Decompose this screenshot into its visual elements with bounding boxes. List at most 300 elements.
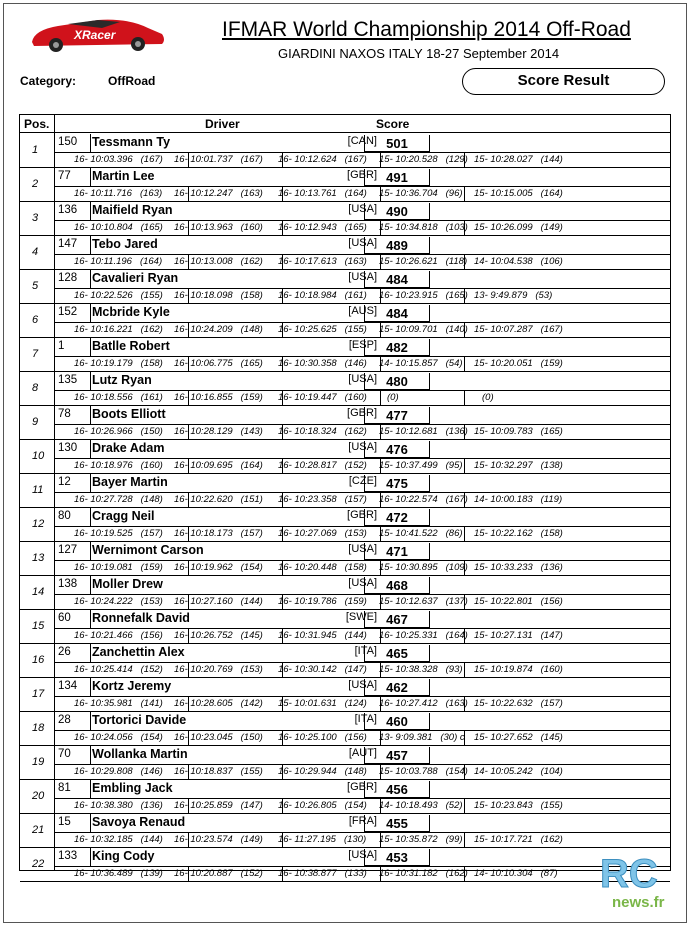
round-points: (162) [140, 324, 163, 335]
round-time: 14- 10:18.493 [379, 800, 438, 811]
cell-divider [464, 799, 465, 813]
car-number: 133 [58, 850, 78, 862]
round-time: 16- 10:13.963 [174, 222, 233, 233]
round-result [278, 290, 367, 301]
round-result [379, 494, 468, 505]
round-points: (153) [140, 596, 163, 607]
round-time: 16- 10:06.775 [174, 358, 233, 369]
cell-divider [90, 338, 91, 356]
car-number: 130 [58, 442, 78, 454]
round-points: (147) [540, 630, 563, 641]
nationality: [USA] [348, 203, 377, 215]
round-results [54, 492, 670, 507]
round-result [174, 222, 263, 233]
round-time: 16- 10:28.605 [174, 698, 233, 709]
round-time: 16- 10:24.056 [74, 732, 133, 743]
round-time: 15- 10:12.681 [379, 426, 438, 437]
round-time: 16- 10:19.962 [174, 562, 233, 573]
round-time: 16- 10:12.247 [174, 188, 233, 199]
round-result [379, 596, 468, 607]
round-results [54, 322, 670, 337]
round-result [174, 800, 263, 811]
score-value: 475 [364, 475, 430, 492]
car-number: 1 [58, 340, 65, 352]
score-value: 457 [364, 747, 430, 764]
round-time: 16- 10:18.556 [74, 392, 133, 403]
round-result [174, 766, 263, 777]
score-value: 476 [364, 441, 430, 458]
car-number: 134 [58, 680, 78, 692]
round-time: 15- 10:12.637 [379, 596, 438, 607]
round-points: (139) [140, 868, 163, 879]
round-points: (165) [240, 358, 263, 369]
round-time: 16- 10:25.859 [174, 800, 233, 811]
round-points: (154) [240, 562, 263, 573]
car-number: 81 [58, 782, 71, 794]
table-row [20, 576, 670, 610]
round-time: 15- 10:20.528 [379, 154, 438, 165]
round-time: 16- 10:03.396 [74, 154, 133, 165]
cell-divider [90, 236, 91, 254]
round-points: (159) [540, 358, 563, 369]
round-points: (86) [445, 528, 463, 539]
round-time: 16- 10:26.966 [74, 426, 133, 437]
round-time: 15- 10:32.297 [474, 460, 533, 471]
nationality: [USA] [348, 849, 377, 861]
round-time: 15- 10:35.872 [379, 834, 438, 845]
car-number: 150 [58, 136, 78, 148]
nationality: [USA] [348, 679, 377, 691]
round-points: (148) [140, 494, 163, 505]
cell-divider [90, 576, 91, 594]
nationality: [USA] [348, 271, 377, 283]
car-number: 26 [58, 646, 71, 658]
nationality: [ITA] [354, 645, 377, 657]
round-time: 14- 10:10.304 [474, 868, 533, 879]
score-value: 456 [364, 781, 430, 798]
round-result [74, 256, 162, 267]
round-result [174, 834, 263, 845]
car-number: 12 [58, 476, 71, 488]
round-points: (146) [344, 358, 367, 369]
round-points: (164) [445, 630, 468, 641]
round-time: 15- 10:03.788 [379, 766, 438, 777]
round-results [54, 696, 670, 711]
round-results [54, 560, 670, 575]
table-row [20, 134, 670, 168]
table-row [20, 814, 670, 848]
cell-divider [90, 168, 91, 186]
round-time: 16- 10:20.887 [174, 868, 233, 879]
round-result [379, 562, 468, 573]
position: 19 [32, 756, 45, 768]
round-time: 16- 10:23.915 [379, 290, 438, 301]
round-points: (149) [240, 834, 263, 845]
round-result [74, 392, 163, 403]
round-points: (151) [240, 494, 263, 505]
round-time: 15- 10:27.131 [474, 630, 533, 641]
round-time: 15- 10:41.522 [379, 528, 438, 539]
round-result [278, 154, 367, 165]
driver-name: Savoya Renaud [92, 815, 186, 829]
round-points: (162) [540, 834, 563, 845]
round-time: 16- 10:16.221 [74, 324, 133, 335]
round-result [74, 154, 163, 165]
position: 8 [32, 382, 39, 394]
round-result [278, 664, 367, 675]
round-time: 16- 10:22.574 [379, 494, 438, 505]
round-result [74, 426, 163, 437]
round-time: 16- 10:24.222 [74, 596, 133, 607]
round-results [54, 152, 670, 167]
round-results [54, 288, 670, 303]
round-result [278, 630, 367, 641]
cell-divider [464, 459, 465, 473]
round-points: (160) [140, 460, 163, 471]
round-time: 15- 10:19.874 [474, 664, 533, 675]
round-time: 15- 10:34.818 [379, 222, 438, 233]
nationality: [CAN] [347, 135, 377, 147]
driver-name: Tortorici Davide [92, 713, 187, 727]
round-result [74, 732, 163, 743]
round-points: (164) [344, 188, 367, 199]
cell-divider [90, 474, 91, 492]
round-result [474, 630, 563, 641]
car-number: 135 [58, 374, 78, 386]
round-result [278, 562, 367, 573]
round-points: (158) [140, 358, 163, 369]
round-result [379, 358, 463, 369]
round-result [174, 630, 263, 641]
round-result [474, 256, 563, 267]
round-points: (96) [445, 188, 463, 199]
position: 5 [32, 280, 39, 292]
round-time: 16- 10:23.358 [278, 494, 337, 505]
score-value: 490 [364, 203, 430, 220]
table-row [20, 780, 670, 814]
nationality: [AUS] [348, 305, 377, 317]
score-value: 468 [364, 577, 430, 594]
round-result [474, 868, 558, 879]
round-time: 16- 10:27.069 [278, 528, 337, 539]
round-points: (157) [344, 494, 367, 505]
round-results [54, 424, 670, 439]
round-points: (109) [445, 562, 468, 573]
round-result [174, 290, 263, 301]
table-row [20, 542, 670, 576]
round-result [174, 562, 263, 573]
driver-name: Tessmann Ty [92, 135, 171, 149]
car-number: 128 [58, 272, 78, 284]
round-points: (93) [445, 664, 463, 675]
round-result [474, 290, 552, 301]
round-time: 16- 10:19.786 [278, 596, 337, 607]
round-time: 16- 10:30.358 [278, 358, 337, 369]
round-time: 16- 10:09.695 [174, 460, 233, 471]
round-time: 16- 10:13.008 [174, 256, 233, 267]
round-result [278, 766, 367, 777]
round-result [379, 392, 399, 403]
score-value: 467 [364, 611, 430, 628]
round-points: (143) [240, 426, 263, 437]
round-time: 15- 10:37.499 [379, 460, 438, 471]
cell-divider [464, 187, 465, 201]
round-result [379, 834, 463, 845]
round-points: (149) [540, 222, 563, 233]
round-results [54, 254, 670, 269]
car-number: 138 [58, 578, 78, 590]
round-results [54, 220, 670, 235]
round-time: 15- 10:26.099 [474, 222, 533, 233]
round-time: 15- 10:09.783 [474, 426, 533, 437]
round-results [54, 764, 670, 779]
cell-divider [464, 357, 465, 371]
position: 4 [32, 246, 39, 258]
round-time: 16- 10:16.855 [174, 392, 233, 403]
cell-divider [90, 270, 91, 288]
round-time: 16- 11:27.195 [278, 834, 336, 845]
round-time: 15- 10:36.704 [379, 188, 438, 199]
round-points: (130) [343, 834, 367, 845]
round-result [474, 528, 563, 539]
round-points: (0) [482, 392, 494, 403]
round-points: (163) [344, 256, 367, 267]
round-points: (164) [139, 256, 163, 267]
round-time: 16- 10:36.489 [74, 868, 133, 879]
round-result [174, 732, 263, 743]
round-time: 16- 10:19.081 [74, 562, 133, 573]
round-result [174, 358, 263, 369]
round-result [278, 256, 367, 267]
round-result [278, 732, 367, 743]
driver-name: Wernimont Carson [92, 543, 204, 557]
table-row [20, 236, 670, 270]
position: 22 [32, 858, 45, 870]
round-points: (165) [140, 222, 163, 233]
round-result [74, 494, 163, 505]
round-result [379, 766, 468, 777]
cell-divider [90, 746, 91, 764]
round-result [278, 800, 367, 811]
driver-name: Ronnefalk David [92, 611, 190, 625]
round-points: (154) [344, 800, 367, 811]
round-points: (145) [540, 732, 563, 743]
round-time: 16- 10:20.448 [278, 562, 337, 573]
round-points: (154) [445, 766, 468, 777]
round-time: 16- 10:19.447 [278, 392, 337, 403]
round-result [379, 528, 463, 539]
cell-divider [90, 780, 91, 798]
round-time: 15- 10:15.005 [474, 188, 533, 199]
nationality: [GBR] [347, 169, 377, 181]
round-points: (153) [240, 664, 263, 675]
table-header [20, 115, 670, 133]
round-result [74, 188, 162, 199]
round-points: (148) [240, 324, 263, 335]
round-time: 16- 10:18.098 [174, 290, 233, 301]
round-time: 13- 9:49.879 [474, 290, 528, 301]
round-points: (152) [140, 664, 163, 675]
cell-divider [90, 406, 91, 424]
round-time: 16- 10:32.185 [74, 834, 133, 845]
round-points: (164) [240, 460, 263, 471]
driver-name: Embling Jack [92, 781, 173, 795]
nationality: [USA] [348, 373, 377, 385]
cell-divider [464, 527, 465, 541]
round-results [54, 730, 670, 745]
driver-name: Boots Elliott [92, 407, 166, 421]
round-result [379, 868, 468, 879]
table-row [20, 474, 670, 508]
round-result [74, 596, 163, 607]
round-time: 16- 10:18.976 [74, 460, 133, 471]
driver-name: Cragg Neil [92, 509, 155, 523]
round-points: (161) [140, 392, 163, 403]
car-number: 136 [58, 204, 78, 216]
nationality: [ITA] [354, 713, 377, 725]
cell-divider [90, 304, 91, 322]
position: 9 [32, 416, 39, 428]
round-result [74, 290, 163, 301]
cell-divider [90, 508, 91, 526]
cell-divider [90, 644, 91, 662]
round-result [174, 154, 263, 165]
cell-divider [90, 202, 91, 220]
round-points: (144) [140, 834, 163, 845]
round-time: 15- 10:23.843 [474, 800, 533, 811]
round-points: (124) [344, 698, 367, 709]
category-label: Category: [20, 74, 77, 88]
round-points: (162) [344, 426, 367, 437]
round-time: 16- 10:30.142 [278, 664, 337, 675]
table-row [20, 372, 670, 406]
round-points: (162) [445, 868, 468, 879]
round-result [474, 324, 563, 335]
score-value: 472 [364, 509, 430, 526]
car-number: 15 [58, 816, 71, 828]
position: 16 [32, 654, 45, 666]
round-time: 16- 10:25.625 [278, 324, 337, 335]
round-time: 16- 10:26.752 [174, 630, 233, 641]
round-result [474, 698, 563, 709]
round-results [54, 866, 670, 881]
round-time: 16- 10:38.877 [278, 868, 337, 879]
round-points: (136) [540, 562, 563, 573]
round-time: 15- 10:27.652 [474, 732, 533, 743]
round-result [278, 392, 367, 403]
round-result [174, 426, 263, 437]
round-points: (138) [540, 460, 563, 471]
round-time: 16- 10:11.716 [74, 188, 132, 199]
round-time: 14- 10:00.183 [474, 494, 533, 505]
score-value: 489 [364, 237, 430, 254]
round-result [174, 392, 263, 403]
round-time: 16- 10:22.526 [74, 290, 133, 301]
round-result [474, 494, 562, 505]
driver-name: Bayer Martin [92, 475, 168, 489]
round-result [474, 188, 563, 199]
round-result [74, 324, 163, 335]
round-time: 14- 10:05.242 [474, 766, 533, 777]
round-points: (137) [445, 596, 468, 607]
round-result [74, 800, 163, 811]
driver-name: Cavalieri Ryan [92, 271, 179, 285]
position: 12 [32, 518, 45, 530]
round-result [379, 324, 468, 335]
round-result [278, 494, 367, 505]
score-value: 484 [364, 305, 430, 322]
round-time: 16- 10:27.728 [74, 494, 133, 505]
score-value: 465 [364, 645, 430, 662]
round-points: (148) [344, 766, 367, 777]
score-value: 482 [364, 339, 430, 356]
round-points: (144) [540, 154, 563, 165]
xracer-logo [28, 14, 168, 54]
nationality: [USA] [348, 577, 377, 589]
round-time: 15- 10:07.287 [474, 324, 533, 335]
round-points: (161) [344, 290, 367, 301]
round-time: 15- 10:30.895 [379, 562, 438, 573]
round-points: (159) [240, 392, 263, 403]
score-value: 455 [364, 815, 430, 832]
round-results [54, 526, 670, 541]
round-points: (159) [140, 562, 163, 573]
round-result [474, 426, 563, 437]
round-points: (155) [240, 766, 263, 777]
round-points: (158) [540, 528, 563, 539]
round-points: (141) [140, 698, 163, 709]
round-results [54, 356, 670, 371]
round-points: (165) [344, 222, 367, 233]
round-points: (164) [540, 188, 563, 199]
round-points: (153) [344, 528, 367, 539]
round-result [474, 766, 563, 777]
round-time: 16- 10:13.761 [278, 188, 337, 199]
round-result [278, 528, 367, 539]
round-points: (0) [387, 392, 399, 403]
position: 14 [32, 586, 45, 598]
round-time: 16- 10:11.196 [74, 256, 132, 267]
round-results [54, 662, 670, 677]
round-time: 16- 10:28.129 [174, 426, 233, 437]
round-points: (160) [240, 222, 263, 233]
round-points: (154) [140, 732, 163, 743]
round-points: (156) [540, 596, 563, 607]
cell-divider [90, 440, 91, 458]
round-result [74, 664, 163, 675]
cell-divider [90, 542, 91, 560]
round-time: 15- 10:22.632 [474, 698, 533, 709]
position: 15 [32, 620, 45, 632]
car-number: 77 [58, 170, 71, 182]
driver-name: Maifield Ryan [92, 203, 173, 217]
score-value: 462 [364, 679, 430, 696]
round-points: (167) [344, 154, 367, 165]
position: 3 [32, 212, 39, 224]
cell-divider [90, 712, 91, 730]
round-points: (167) [540, 324, 563, 335]
round-points: (52) [445, 800, 463, 811]
nationality: [USA] [348, 441, 377, 453]
driver-name: Lutz Ryan [92, 373, 152, 387]
col-driver-header: Driver [205, 117, 240, 131]
round-result [474, 732, 563, 743]
round-result [379, 732, 465, 743]
round-result [278, 834, 366, 845]
round-time: 16- 10:21.466 [74, 630, 133, 641]
round-time: 15- 10:38.328 [379, 664, 438, 675]
round-time: 16- 10:19.179 [74, 358, 133, 369]
